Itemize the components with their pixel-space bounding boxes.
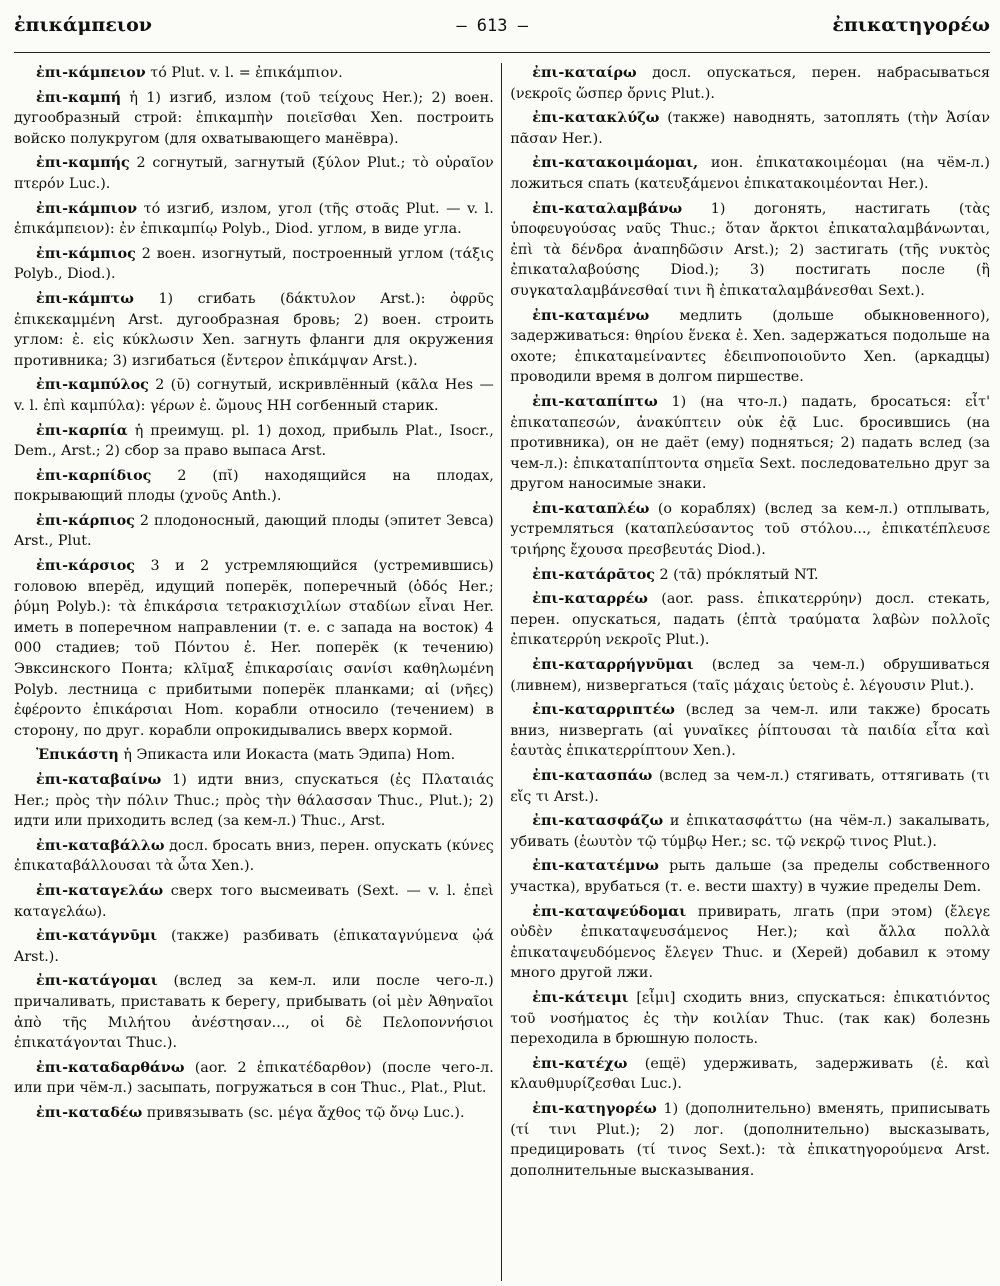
dictionary-entry [510, 108, 990, 149]
dictionary-entry [14, 375, 494, 416]
dictionary-entry [14, 153, 494, 194]
dictionary-entry [510, 589, 990, 651]
entry-headword: ἐπι-κατακλύζω [532, 110, 660, 127]
entry-headword: ἐπι-κάρσιος [36, 558, 135, 575]
page-header [14, 14, 990, 53]
entry-headword: ἐπι-καταδαρθάνω [36, 1059, 185, 1076]
dictionary-entry [14, 1058, 494, 1099]
dictionary-entry [14, 88, 494, 150]
dictionary-entry [510, 153, 990, 194]
dictionary-entry [510, 1099, 990, 1181]
dictionary-entry [510, 306, 990, 388]
dictionary-entry [14, 466, 494, 507]
dictionary-entry [510, 565, 990, 586]
dictionary-entry [510, 655, 990, 696]
dictionary-entry [14, 926, 494, 967]
entry-definition: (о кораблях) (вслед за кем-л.) отплывать, устремляться (καταπλεύσαντος τοῦ στόλου..., ἐπικατέπλευσε τριήρης ἔχουσα πρεσβευτάς Diod.). [510, 500, 990, 559]
entry-headword: ἐπι-κατασπάω [532, 768, 653, 784]
entry-headword: ἐπι-κατάγομαι [36, 973, 158, 990]
entry-headword: ἐπι-κάμπιος [36, 245, 136, 262]
entry-headword: ἐπι-κατάγνῡμι [36, 928, 158, 945]
entry-definition: 2 плодоносный, дающий плоды (эпитет Зевса) Arst., Plut. [14, 512, 494, 550]
entry-definition: (вслед за чем-л.) стягивать, оттягивать (τι εἴς τι Arst.). [510, 768, 990, 805]
dictionary-entry [14, 199, 494, 240]
dictionary-entry [510, 856, 990, 897]
entry-headword: ἐπι-καταίρω [532, 65, 637, 81]
entry-definition: 1) догонять, настигать (τὰς ὑποφευγούσας ναῦς Thuc.; ὅταν ἄρκτοι ἐπικαταλαμβάνωνται, ἐπὶ τὰ δένδρα ἀναπηδῶσιν Arst.); 2) застигать (τῆς νυκτὸς ἐπικαταλαβούσης Diod.); 3) постигать после (ἢ συγκαταλαμβάνεσθαί τινι ἢ ἐπικαταλαμβάνεσθαι Sext.). [510, 200, 990, 299]
page-number: — 613 — [456, 16, 528, 36]
dictionary-entry [510, 988, 990, 1050]
entry-headword: ἐπι-καταπίπτω [532, 393, 658, 410]
entry-headword: ἐπι-κατασφάζω [532, 813, 664, 830]
entry-headword: ἐπι-κάμπτω [36, 290, 134, 307]
header-first-headword: ἐπικάμπειον [14, 14, 152, 36]
entry-headword: ἐπι-κάμπειον [36, 65, 146, 81]
dictionary-entry [510, 766, 990, 807]
entry-headword: ἐπι-καταρρέω [532, 591, 648, 608]
entry-headword: ἐπι-κάμπιον [36, 200, 138, 217]
entry-definition: (вслед за чем-л. или также) бросать вниз, низвергать (αἱ γυναῖκες ῥίπτουσαι τὰ παιδία εἶτα καὶ ἑαυτὰς ἐπικατερρίπτουν Xen.). [510, 702, 990, 760]
entry-definition: досл. бросать вниз, перен. опускать (κύνες ἐπικαταβάλλουσαι τὰ ὦτα Xen.). [14, 837, 494, 875]
dictionary-entry [14, 881, 494, 922]
entry-headword: ἐπι-κάρπιος [36, 512, 135, 529]
entry-headword: ἐπι-καταβάλλω [36, 837, 165, 854]
entry-definition: ион. ἐπικατακοιμέομαι (на чём-л.) ложиться спать (κατευξάμενοι ἐπικατακοιμέονται Her.). [510, 155, 990, 192]
entry-definition: 2 (ῠ) согнутый, искривлённый (κᾶλα Hes — v. l. ἐπὶ καμπύλα): γέρων ἐ. ὤμους HH согбенный старик. [14, 377, 494, 414]
right-column [502, 63, 990, 1281]
entry-headword: ἐπι-κατατέμνω [532, 858, 659, 875]
entry-definition: 1) идти вниз, спускаться (ἐς Πλαταιάς Her.; πρὸς τὴν πόλιν Thuc.; πρὸς τὴν θάλασσαν Thuc., Plut.); 2) идти или приходить вслед (за кем-л.) Thuc., Arst. [14, 772, 494, 830]
entry-headword: ἐπι-καρπία [36, 422, 128, 439]
entry-definition: сверх того высмеивать (Sext. — v. l. ἐπεὶ καταγελάω). [14, 882, 494, 920]
entry-definition: (также) разбивать (ἐπικαταγνύμενα ᾠά Arst.). [14, 928, 494, 965]
entry-definition: (ещё) удерживать, задерживать (ἐ. καὶ κλαυθμυρίζεσθαι Luc.). [510, 1055, 990, 1093]
entry-definition: (aor. pass. ἐπικατερρύην) досл. стекать, перен. опускаться, падать (ἑπτὰ τραύματα λαβὼν πολλοῖς ἐπικατερρύη νεκροῖς Plut.). [510, 591, 990, 649]
dictionary-entry [14, 556, 494, 741]
entry-definition: медлить (дольше обыкновенного), задерживаться: θηρίου ἕνεκα ἐ. Xen. задержаться подольше на охоте; ἐπικαταμείναντες ἐδειπνοποιοῦντο Xen. (аркадцы) проводили время в долгом пиршестве. [510, 307, 990, 386]
entry-definition: 2 (τᾱ) прóклятый NT. [659, 566, 819, 583]
columns [14, 63, 990, 1281]
entry-headword: ἐπι-κατηγορέω [532, 1100, 657, 1117]
entry-headword: ἐπι-καταρρήγνῡμαι [532, 657, 694, 674]
entry-definition: 2 воен. изогнутый, построенный углом (τάξις Polyb., Diod.). [14, 245, 494, 283]
dictionary-entry [14, 745, 494, 766]
dictionary-entry [14, 421, 494, 462]
entry-definition: (также) наводнять, затоплять (τὴν Ἀσίαν πᾶσαν Her.). [510, 110, 990, 147]
entry-headword: ἐπι-καταπλέω [532, 500, 650, 517]
dictionary-entry [14, 244, 494, 285]
entry-definition: (вслед за кем-л. или после чего-л.) причаливать, приставать к берегу, прибывать (οἱ μὲν Ἀθηναῖοι ἀπὸ τῆς Μιλήτου ἀνέστησαν..., οἱ δὲ Πελοποννήσιοι ἐπικατάγονται Thuc.). [14, 973, 494, 1052]
entry-headword: ἐπι-καταβαίνω [36, 772, 162, 788]
entry-definition: привязывать (sc. μέγα ἄχθος τῷ ὄνῳ Luc.). [146, 1104, 465, 1121]
entry-headword: Ἐπικάστη [36, 747, 119, 764]
entry-headword: ἐπι-καταψεύδομαι [532, 903, 687, 920]
entry-definition: ἡ 1) изгиб, излом (τοῦ τείχους Her.); 2) воен. дугообразный строй: ἐπικαμπὴν ποιεῖσθαι Xen. построить войско полукругом (для охватывающего манёвра). [14, 89, 494, 147]
entry-definition: ἡ Эпикаста или Иокаста (мать Эдипа) Hom. [123, 747, 456, 764]
entry-headword: ἐπι-καταδέω [36, 1104, 143, 1121]
entry-headword: ἐπι-κατάρᾱτος [532, 566, 655, 583]
entry-definition: τό изгиб, излом, угол (τῆς στοᾶς Plut. — v. l. ἐπικάμπειον): ἐν ἐπικαμπίῳ Polyb., Diod. углом, в виде угла. [14, 200, 494, 238]
entry-headword: ἐπι-κάτειμι [532, 989, 629, 1006]
dictionary-entry [510, 392, 990, 495]
dictionary-entry [14, 836, 494, 877]
entry-definition: 1) (дополнительно) вменять, приписывать (τί τινι Plut.); 2) лог. (дополнительно) высказывать, предицировать (τί τινος Sext.): τὰ ἐπικατηγορούμενα Arst. дополнительные высказывания. [510, 1100, 990, 1179]
entry-headword: ἐπι-καταγελάω [36, 882, 164, 899]
entry-headword: ἐπι-καταμένω [532, 307, 650, 324]
left-column [14, 63, 501, 1281]
entry-headword: ἐπι-κατακοιμάομαι, [532, 155, 699, 172]
dictionary-entry [510, 499, 990, 561]
entry-headword: ἐπι-καμπής [36, 155, 130, 172]
dictionary-entry [510, 1054, 990, 1095]
entry-definition: 1) сгибать (δάκτυλον Arst.): ὀφρῦς ἐπικεκαμμένη Arst. дугообразная бровь; 2) воен. строить углом: ἐ. εἰς κύκλωσιν Xen. загнуть фланги для окружения противника; 3) изгибаться (ἔντερον ἐπικάμψαν Arst.). [14, 290, 494, 369]
entry-headword: ἐπι-καμπύλος [36, 377, 149, 394]
entry-definition: [εἶμι] сходить вниз, спускаться: ἐπικατιόντος τοῦ νοσήματος ἐς τὴν κοιλίαν Thuc. (так как) болезнь переходила в брюшную полость. [510, 989, 990, 1048]
entry-definition: (вслед за чем-л.) обрушиваться (ливнем), низвергаться (ταῖς μάχαις ὑετοὺς ἐ. λέγουσιν Plut.). [510, 657, 990, 694]
dictionary-entry [510, 199, 990, 302]
entry-headword: ἐπι-καρπίδιος [36, 467, 152, 484]
dictionary-entry [510, 700, 990, 762]
entry-definition: 3 и 2 устремляющийся (устремившись) головою вперёд, идущий поперёк, поперечный (ὁδός Her.; ῥύμη Polyb.): τὰ ἐπικάρσια τετρακισχιλίων σταδίων εἶναι Her. иметь в поперечном направлении (т. е. с запада на восток) 4 000 стадиев; τοῦ Πόντου ἐ. Her. поперёк (к течению) Эвксинского Понта; κλῖμαξ ἐπικαρσίαις σανίσι καθηλωμένη Polyb. лестница с прибитыми поперёк планками; αἱ (νῆες) ἐφέροντο ἐπικάρσιαι Hom. корабли относило (течением) в сторону, по друг. корабли опрокидывались вверх кормой. [14, 558, 494, 739]
entry-definition: привирать, лгать (при этом) (ἔλεγε οὐδὲν ἐπικαταψευσάμενος Her.); καὶ ἄλλα πολλὰ ἐπικαταψευδόμενος ἔλεγεν Thuc. и (Херей) добавил к этому много другой лжи. [510, 903, 990, 982]
entry-headword: ἐπι-καμπή [36, 89, 122, 106]
entry-definition: рыть дальше (за пределы собственного участка), врубаться (т. е. вести шахту) в чужие пределы Dem. [510, 858, 990, 895]
entry-headword: ἐπι-κατέχω [532, 1055, 628, 1072]
entry-definition: и ἐπικατασφάττω (на чём-л.) закалывать, убивать (ἑωυτὸν τῷ τύμβῳ Her.; sc. τῷ νεκρῷ τινος Plut.). [510, 813, 990, 850]
entry-definition: 2 (πῐ) находящийся на плодах, покрывающий плоды (χνοῦς Anth.). [14, 467, 494, 505]
entry-definition: ἡ преимущ. pl. 1) доход, прибыль Plat., Isocr., Dem., Arst.; 2) сбор за право выпаса Arst. [14, 422, 494, 460]
dictionary-entry [510, 811, 990, 852]
entry-definition: 2 согнутый, загнутый (ξύλον Plut.; τὸ οὐραῖον πτερόν Luc.). [14, 155, 494, 192]
dictionary-entry [14, 971, 494, 1053]
entry-definition: (aor. 2 ἐπικατέδαρθον) (после чего-л. или при чём-л.) засыпать, погружаться в сон Thuc., Plat., Plut. [14, 1059, 494, 1097]
dictionary-entry [14, 63, 494, 84]
dictionary-entry [14, 1103, 494, 1124]
dictionary-entry [14, 289, 494, 371]
entry-headword: ἐπι-καταλαμβάνω [532, 200, 683, 217]
entry-definition: досл. опускаться, перен. набрасываться (νεκροῖς ὥσπερ ὄρνις Plut.). [510, 65, 990, 102]
entry-headword: ἐπι-καταρριπτέω [532, 702, 675, 719]
dictionary-entry [14, 770, 494, 832]
dictionary-entry [14, 511, 494, 552]
dictionary-entry [510, 902, 990, 984]
header-last-headword: ἐπικατηγορέω [832, 14, 990, 36]
entry-definition: τό Plut. v. l. = ἐπικάμπιον. [150, 65, 343, 81]
entry-definition: 1) (на что-л.) падать, бросаться: εἶτ' ἐπικαταπεσών, ἀνακύπτειν οὐκ ἐᾷ Luc. бросившись (на противника), он не даёт (ему) подняться; 2) падать вслед (за чем-л.): ἐπικαταπίπτοντα σημεῖα Sext. последовательно друг за другом наносимые знаки. [510, 393, 990, 493]
dictionary-entry [510, 63, 990, 104]
